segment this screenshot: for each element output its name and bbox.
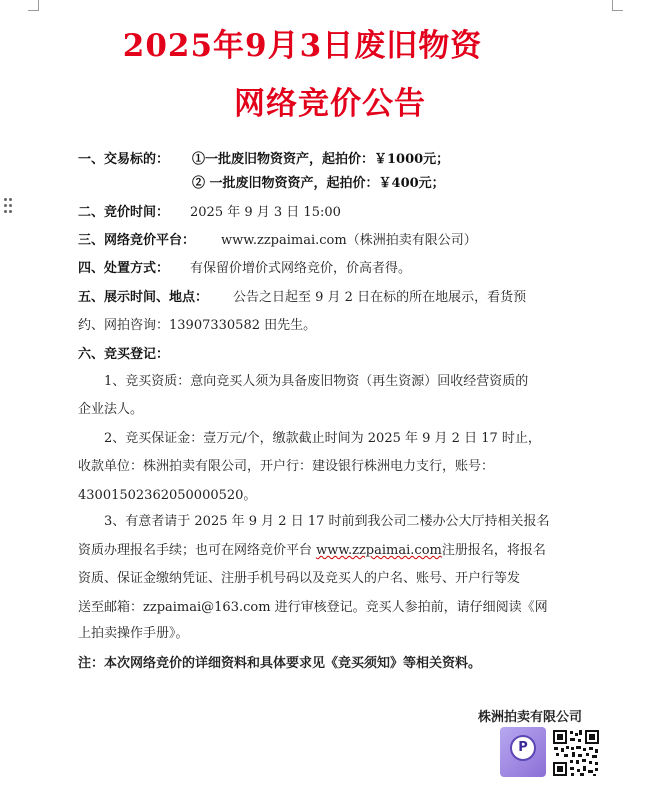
reg-p3-line-c: 资质、保证金缴纳凭证、注册手机号码以及竞买人的户名、账号、开户行等发 <box>78 571 521 586</box>
item1-value-b: ② 一批废旧物资资产，起拍价：￥400元； <box>192 176 445 191</box>
page-corner-mark-right <box>612 0 623 11</box>
reg-p3-line-a: 3、有意者请于 2025 年 9 月 2 日 17 时前到我公司二楼办公大厅持相关报名 <box>104 514 550 529</box>
logo-letter: P <box>510 735 536 761</box>
item4-value: 有保留价增价式网络竞价，价高者得。 <box>190 261 412 276</box>
note-text: 注：本次网络竞价的详细资料和具体要求见《竞买须知》等相关资料。 <box>78 656 482 671</box>
qr-code-icon <box>552 729 600 777</box>
item2-label: 二、竞价时间： <box>78 205 170 220</box>
item1-label: 一、交易标的： <box>78 152 170 167</box>
company-name: 株洲拍卖有限公司 <box>478 710 583 725</box>
reg-p3-line-b-start: 资质办理报名手续；也可在网络竞价平台 <box>78 543 317 558</box>
page-corner-mark-left <box>28 0 39 11</box>
item5-value-b: 约、网拍咨询：13907330582 田先生。 <box>78 318 317 333</box>
company-logo <box>500 727 546 777</box>
reg-p3-line-b-end: 注册报名，将报名 <box>441 543 546 558</box>
drag-handle-icon[interactable] <box>4 198 14 218</box>
item5-value-a: 公告之日起至 9 月 2 日在标的所在地展示，看货预 <box>233 290 527 305</box>
reg-p3-line-b <box>78 543 546 559</box>
title-line-2: 网络竞价公告 <box>234 86 426 122</box>
reg-p3-line-d: 送至邮箱：zzpaimai@163.com 进行审核登记。竞买人参拍前，请仔细阅读《网 <box>78 600 548 615</box>
reg-p3-line-e: 上拍卖操作手册》。 <box>78 626 189 641</box>
item1-value-a: ①一批废旧物资资产，起拍价：￥1000元； <box>192 152 450 167</box>
reg-p1-line-a: 1、竞买资质：意向竞买人须为具备废旧物资（再生资源）回收经营资质的 <box>104 374 529 389</box>
title-line-1: 2025年9月3日废旧物资 <box>122 28 483 64</box>
platform-link[interactable]: www.zzpaimai.com <box>316 543 442 558</box>
item2-value: 2025 年 9 月 3 日 15:00 <box>190 205 341 220</box>
item3-value: www.zzpaimai.com（株洲拍卖有限公司） <box>221 233 477 248</box>
reg-p1-line-b: 企业法人。 <box>78 402 144 417</box>
reg-p2-line-c: 43001502362050000520。 <box>78 488 257 503</box>
item4-label: 四、处置方式： <box>78 261 170 276</box>
item3-label: 三、网络竞价平台： <box>78 233 196 248</box>
item6-label: 六、竞买登记： <box>78 347 170 362</box>
reg-p2-line-b: 收款单位：株洲拍卖有限公司，开户行：建设银行株洲电力支行，账号： <box>78 459 495 474</box>
item5-label: 五、展示时间、地点： <box>78 290 209 305</box>
reg-p2-line-a: 2、竞买保证金：壹万元/个，缴款截止时间为 2025 年 9 月 2 日 17 时止， <box>104 431 541 446</box>
